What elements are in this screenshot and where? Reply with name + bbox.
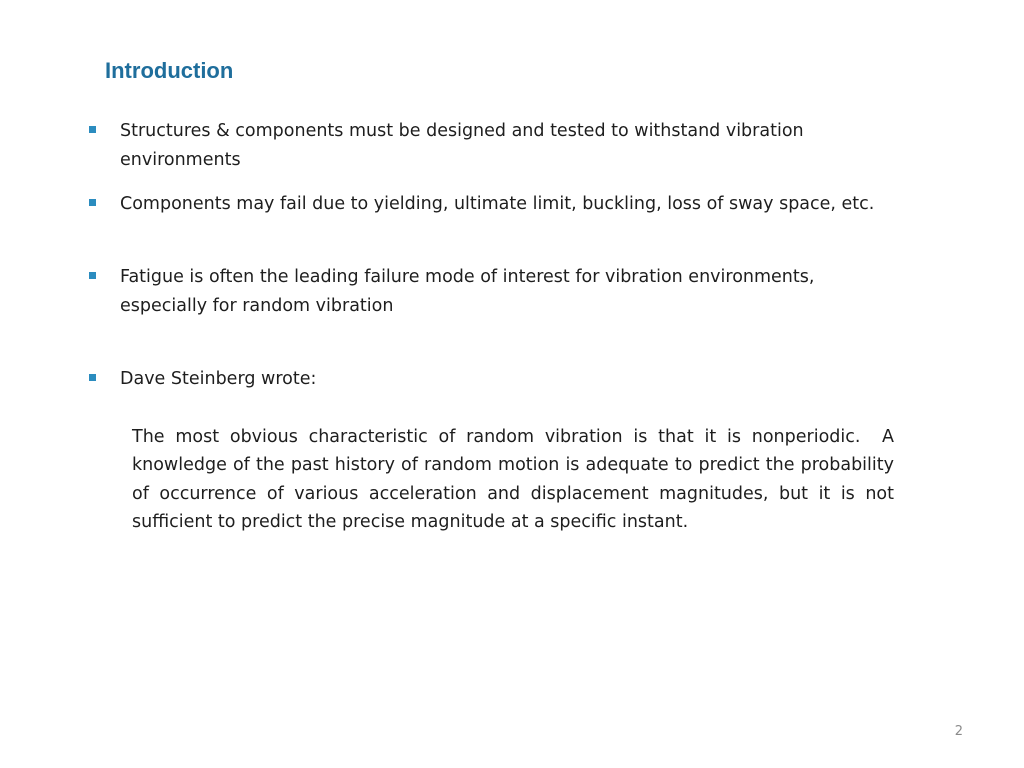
square-bullet-icon (89, 199, 96, 206)
bullet-text: Structures & components must be designed and tested to withstand vibration environments (120, 121, 804, 170)
bullet-text: Fatigue is often the leading failure mode of interest for vibration environments, especially for random vibration (120, 267, 815, 316)
slide-title: Introduction (105, 58, 234, 83)
page-number: 2 (954, 724, 963, 739)
steinberg-quote: The most obvious characteristic of random vibration is that it is nonperiodic. A knowledge of the past history of random motion is adequate to predict the probability of occurrence of various acceleration and displacement magnitudes, but it is not sufficient to predict the precise magnitude at a specific instant. (132, 427, 900, 532)
bullet-text: Components may fail due to yielding, ultimate limit, buckling, loss of sway space, etc. (120, 194, 875, 214)
bullet-text: Dave Steinberg wrote: (120, 369, 317, 389)
square-bullet-icon (89, 272, 96, 279)
square-bullet-icon (89, 126, 96, 133)
square-bullet-icon (89, 374, 96, 381)
